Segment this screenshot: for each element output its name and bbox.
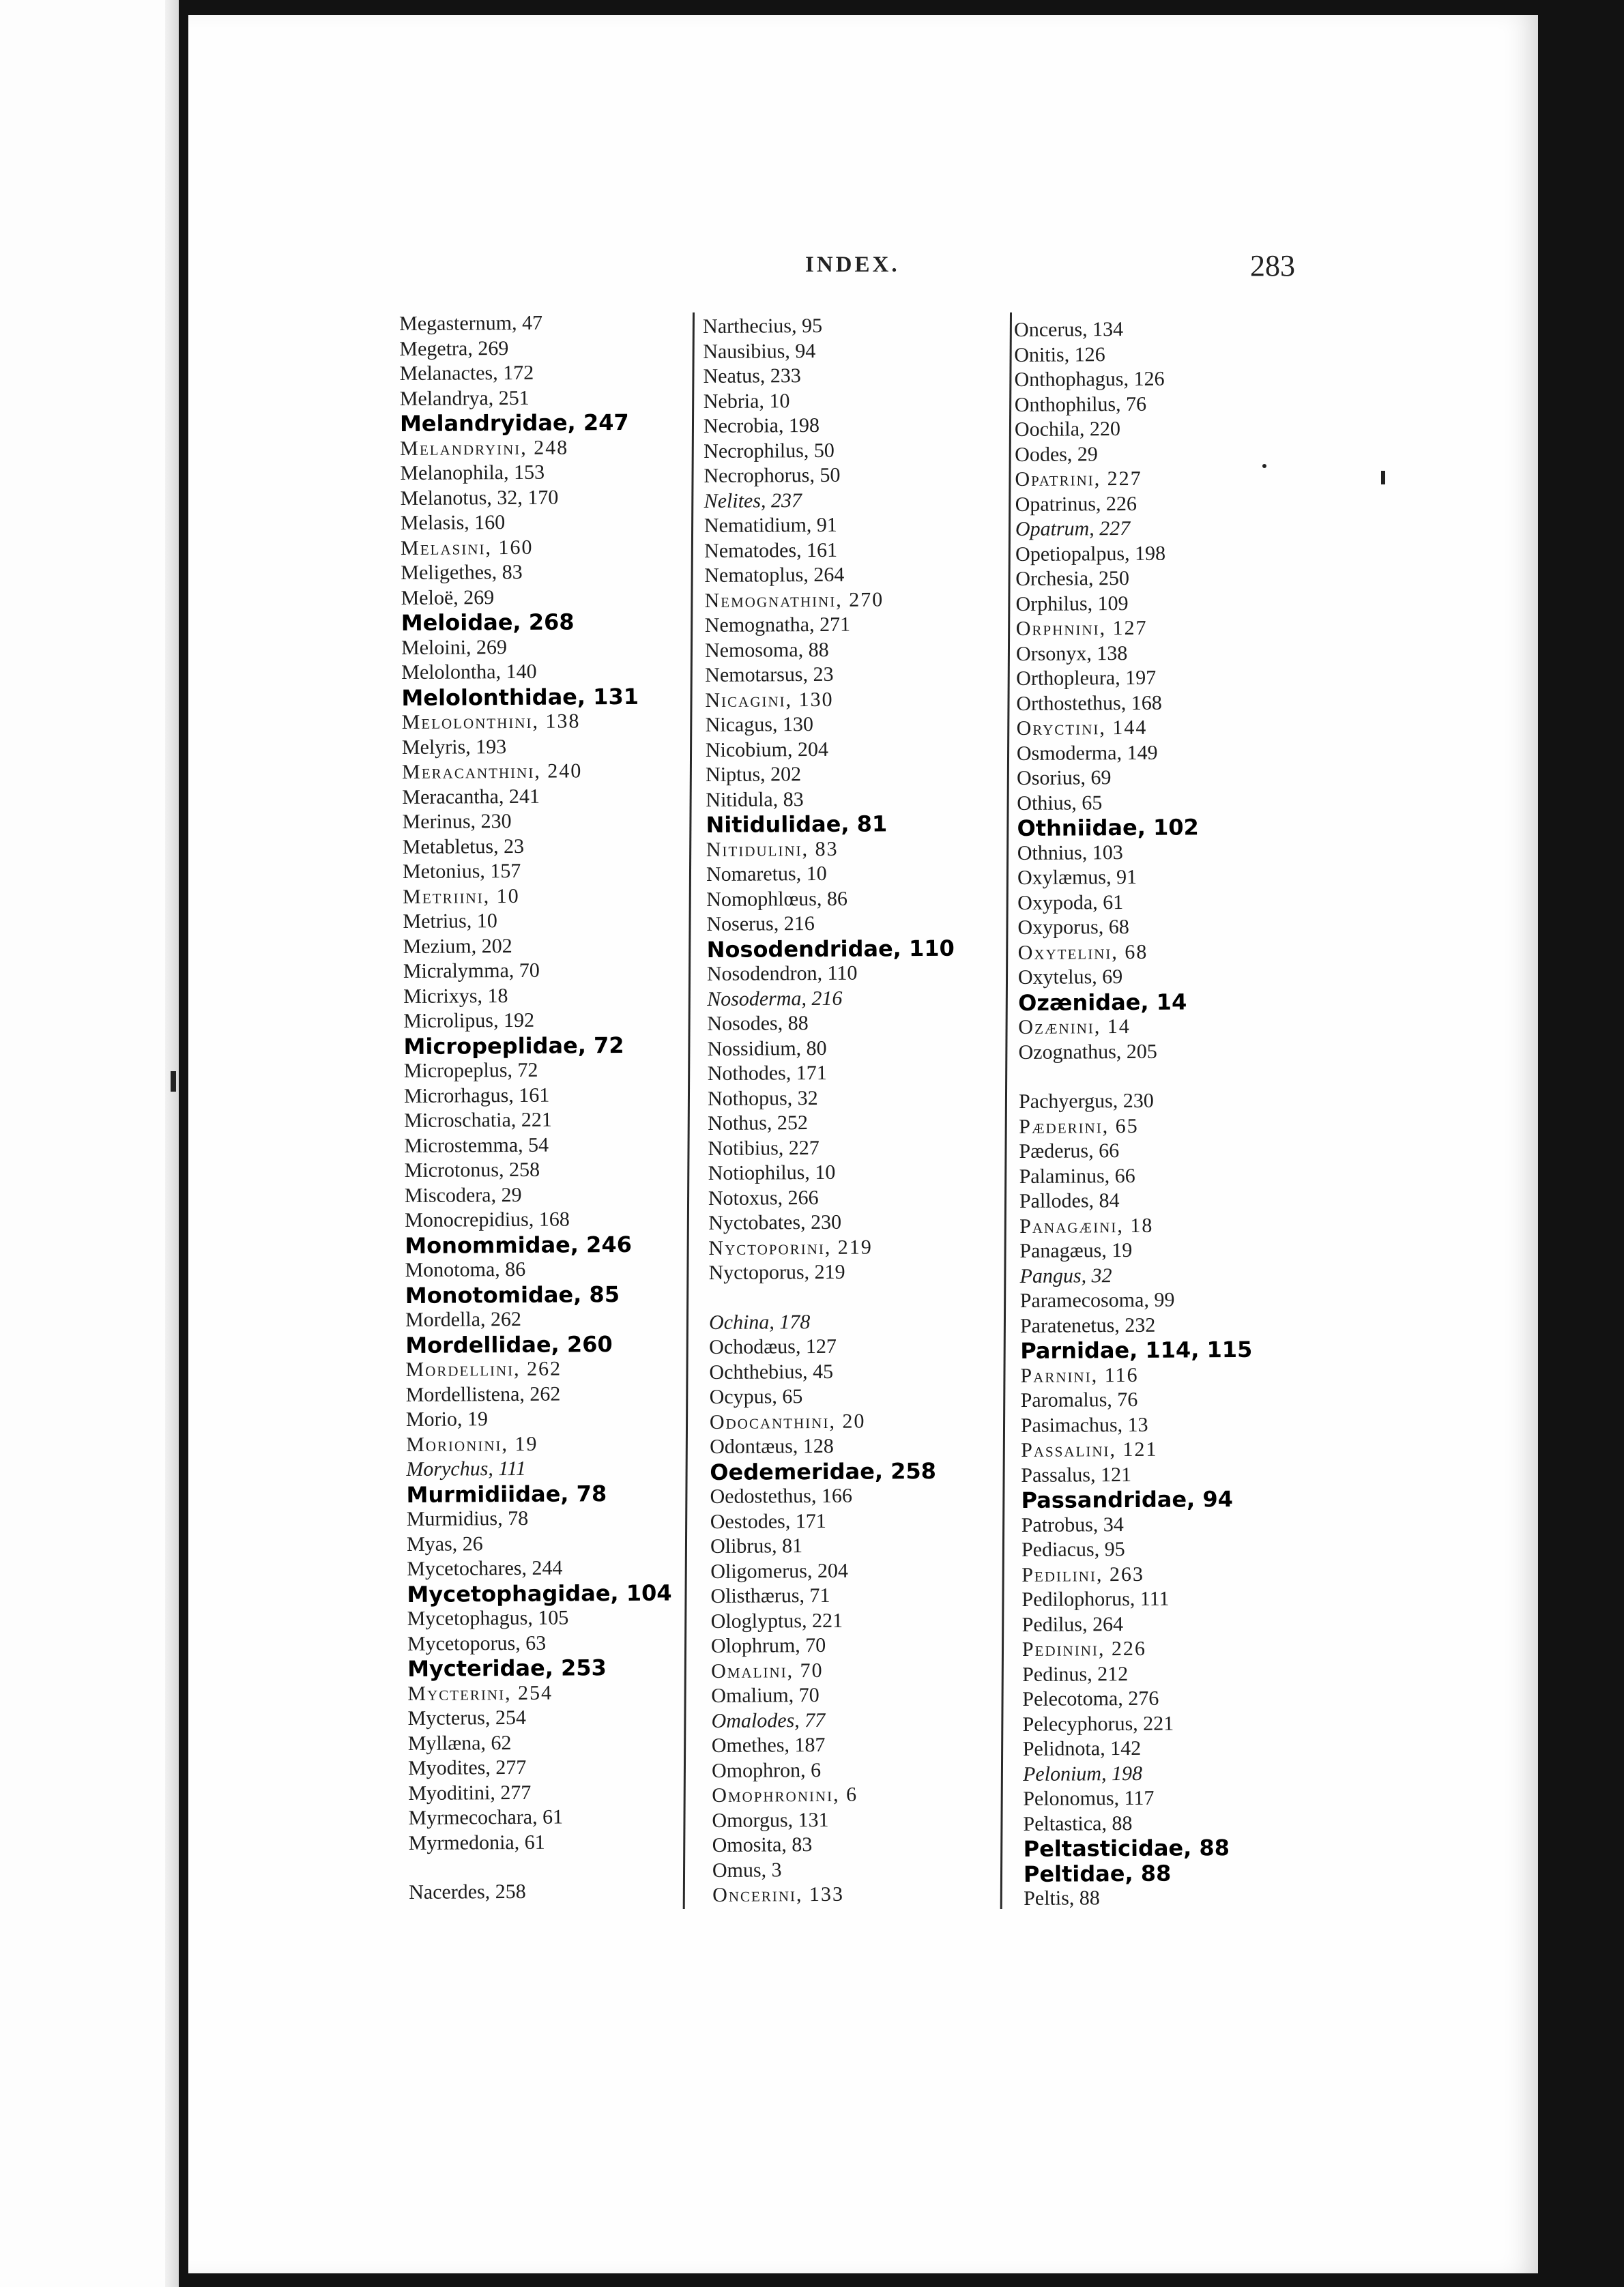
index-entry: Oedostethus, 166 xyxy=(710,1484,853,1508)
index-entry: Othius, 65 xyxy=(1017,791,1103,815)
index-entry: Meloë, 269 xyxy=(401,585,495,609)
index-entry: Melanotus, 32, 170 xyxy=(400,486,559,510)
index-entry: Onthophagus, 126 xyxy=(1014,367,1165,391)
index-entry: Oxytelus, 69 xyxy=(1017,965,1123,989)
family-entry: Peltidae, 88 xyxy=(1023,1860,1172,1887)
index-entry: Micrixys, 18 xyxy=(403,984,508,1008)
index-entry: Nemosoma, 88 xyxy=(704,638,829,662)
index-entry: Melanactes, 172 xyxy=(399,361,534,385)
family-entry: Ozænidae, 14 xyxy=(1018,988,1187,1016)
index-entry: Ologlyptus, 221 xyxy=(710,1609,843,1633)
index-entry: Mycetophagus, 105 xyxy=(407,1606,569,1630)
index-entry: Nausibius, 94 xyxy=(703,339,816,363)
tribe-entry: Mordellini, 262 xyxy=(405,1357,562,1381)
index-entry: Mordella, 262 xyxy=(405,1307,522,1331)
index-entry: Paromalus, 76 xyxy=(1020,1388,1138,1412)
index-entry: Omus, 3 xyxy=(712,1858,782,1882)
index-entry: Microschatia, 221 xyxy=(404,1108,552,1132)
index-entry: Melandrya, 251 xyxy=(399,386,530,410)
family-entry: Oedemeridae, 258 xyxy=(710,1457,937,1485)
index-entry: Ocypus, 65 xyxy=(709,1385,803,1408)
tribe-entry: Omalini, 70 xyxy=(711,1659,824,1683)
tribe-entry: Pedinini, 226 xyxy=(1021,1637,1147,1661)
index-entry: Melasis, 160 xyxy=(400,511,506,534)
index-entry: Peltastica, 88 xyxy=(1023,1811,1133,1835)
index-entry: Oncerus, 134 xyxy=(1014,318,1124,341)
tribe-entry: Omophronini, 6 xyxy=(712,1783,858,1807)
index-entry: Nosodendron, 110 xyxy=(706,961,858,985)
index-entry: Notibius, 227 xyxy=(708,1136,820,1160)
tribe-entry: Nyctoporini, 219 xyxy=(708,1236,873,1259)
index-entry: Omalium, 70 xyxy=(711,1683,820,1707)
page-title: INDEX. xyxy=(805,252,900,277)
index-entry: Oligomerus, 204 xyxy=(710,1559,849,1583)
index-column-2 xyxy=(703,313,960,1908)
index-entry: Metonius, 157 xyxy=(402,859,521,883)
index-entry: Ozognathus, 205 xyxy=(1018,1040,1157,1064)
family-entry: Monommidae, 246 xyxy=(405,1231,633,1259)
index-entry: Morio, 19 xyxy=(405,1408,489,1431)
index-entry: Myrmecochara, 61 xyxy=(408,1805,564,1829)
section-spacer xyxy=(709,1284,957,1310)
index-entry: Oxypoda, 61 xyxy=(1017,890,1124,914)
index-entry: Panagæus, 19 xyxy=(1019,1238,1133,1262)
index-entry: Microlipus, 192 xyxy=(403,1008,535,1032)
index-entry: Pelecyphorus, 221 xyxy=(1022,1712,1174,1736)
left-page-edge xyxy=(0,0,179,2287)
tribe-entry: Pedilini, 263 xyxy=(1021,1562,1145,1586)
index-entry: Nomaretus, 10 xyxy=(706,862,827,886)
tribe-entry: Melandryini, 248 xyxy=(400,435,569,460)
tribe-entry: Ozænini, 14 xyxy=(1018,1015,1131,1038)
index-entry: Nematidium, 91 xyxy=(704,513,837,537)
index-entry: Paramecosoma, 99 xyxy=(1019,1288,1175,1312)
index-entry: Ochthebius, 45 xyxy=(709,1360,834,1384)
index-entry: Mycetoporus, 63 xyxy=(407,1631,547,1655)
index-entry: Mezium, 202 xyxy=(403,934,512,958)
index-entry: Pelecotoma, 276 xyxy=(1022,1687,1159,1710)
family-entry: Othniidae, 102 xyxy=(1017,814,1199,841)
index-entry: Orphilus, 109 xyxy=(1015,592,1129,615)
index-entry: Opatrum, 227 xyxy=(1015,516,1131,540)
index-entry: Pedinus, 212 xyxy=(1022,1662,1129,1686)
index-entry: Oxyporus, 68 xyxy=(1017,915,1129,939)
index-entry: Pasimachus, 13 xyxy=(1020,1413,1148,1437)
page-gutter-shadow xyxy=(165,0,179,2287)
index-entry: Odontæus, 128 xyxy=(710,1434,834,1458)
tribe-entry: Nitidulini, 83 xyxy=(706,837,839,861)
section-spacer xyxy=(1019,1064,1251,1090)
index-entry: Nicagus, 130 xyxy=(705,713,814,736)
family-entry: Peltasticidae, 88 xyxy=(1023,1835,1230,1862)
index-entry: Meligethes, 83 xyxy=(401,560,523,584)
index-entry: Nebria, 10 xyxy=(703,389,790,413)
index-entry: Osorius, 69 xyxy=(1017,766,1112,789)
index-column-3 xyxy=(1014,317,1256,1912)
index-entry: Nicobium, 204 xyxy=(705,738,828,761)
index-entry: Nelites, 237 xyxy=(704,489,802,512)
index-entry: Microrhagus, 161 xyxy=(403,1083,550,1107)
index-entry: Orthostethus, 168 xyxy=(1016,691,1162,715)
index-entry: Narthecius, 95 xyxy=(703,314,823,338)
index-entry: Palaminus, 66 xyxy=(1019,1164,1135,1188)
index-entry: Pangus, 32 xyxy=(1019,1264,1112,1287)
family-entry: Melandryidae, 247 xyxy=(399,409,629,437)
index-entry: Mycetochares, 244 xyxy=(407,1556,563,1580)
index-entry: Nyctoporus, 219 xyxy=(708,1260,845,1284)
index-entry: Othnius, 103 xyxy=(1017,841,1123,864)
tribe-entry: Opatrini, 227 xyxy=(1015,467,1142,491)
tribe-entry: Panagæini, 18 xyxy=(1019,1214,1154,1238)
index-entry: Oestodes, 171 xyxy=(710,1509,826,1533)
tribe-entry: Orphnini, 127 xyxy=(1015,616,1148,640)
index-entry: Peltis, 88 xyxy=(1024,1887,1100,1910)
page-number: 283 xyxy=(1250,249,1295,282)
index-entry: Monocrepidius, 168 xyxy=(405,1208,570,1232)
tribe-entry: Mycterini, 254 xyxy=(407,1681,553,1705)
index-entry: Nyctobates, 230 xyxy=(708,1210,842,1234)
index-entry: Pedilus, 264 xyxy=(1021,1612,1124,1636)
index-entry: Megetra, 269 xyxy=(399,336,509,360)
index-entry: Monotoma, 86 xyxy=(405,1257,526,1281)
index-entry: Myodites, 277 xyxy=(407,1756,527,1779)
index-entry: Myoditini, 277 xyxy=(408,1781,532,1805)
tribe-entry: Parnini, 116 xyxy=(1020,1363,1139,1387)
family-entry: Monotomidae, 85 xyxy=(405,1281,620,1309)
tribe-entry: Nemognathini, 270 xyxy=(704,587,884,612)
index-entry: Pelonium, 198 xyxy=(1022,1762,1143,1786)
index-entry: Patrobus, 34 xyxy=(1021,1513,1124,1536)
tribe-entry: Oncerini, 133 xyxy=(712,1882,845,1906)
index-column-1 xyxy=(399,310,673,1906)
index-entry: Orthopleura, 197 xyxy=(1016,666,1157,690)
tribe-entry: Nicagini, 130 xyxy=(705,688,834,712)
index-entry: Pallodes, 84 xyxy=(1019,1189,1120,1212)
index-entry: Nothopus, 32 xyxy=(707,1086,818,1110)
family-entry: Mycetophagidae, 104 xyxy=(407,1579,672,1607)
family-entry: Mordellidae, 260 xyxy=(405,1330,613,1358)
index-entry: Nothodes, 171 xyxy=(707,1061,827,1085)
tribe-entry: Meracanthini, 240 xyxy=(402,759,583,783)
index-entry: Omosita, 83 xyxy=(712,1833,813,1856)
index-entry: Murmidius, 78 xyxy=(406,1506,529,1530)
index-entry: Pæderus, 66 xyxy=(1019,1139,1120,1163)
family-entry: Melolonthidae, 131 xyxy=(401,683,639,711)
index-entry: Paratenetus, 232 xyxy=(1019,1313,1156,1337)
index-entry: Myllæna, 62 xyxy=(407,1731,512,1755)
index-entry: Nosoderma, 216 xyxy=(707,987,843,1010)
index-entry: Melyris, 193 xyxy=(401,735,507,759)
index-entry: Opetiopalpus, 198 xyxy=(1015,542,1166,566)
index-entry: Melanophila, 153 xyxy=(400,461,545,484)
index-entry: Oodes, 29 xyxy=(1015,442,1098,466)
tribe-entry: Melolonthini, 138 xyxy=(401,710,581,733)
index-entry: Pediacus, 95 xyxy=(1021,1538,1125,1561)
index-entry: Metrius, 10 xyxy=(403,909,497,933)
family-entry: Meloidae, 268 xyxy=(401,609,575,636)
index-entry: Ochodæus, 127 xyxy=(709,1335,837,1358)
index-entry: Nothus, 252 xyxy=(708,1111,809,1135)
tribe-entry: Melasini, 160 xyxy=(401,536,534,559)
index-entry: Onthophilus, 76 xyxy=(1014,392,1147,416)
index-entry: Merinus, 230 xyxy=(402,810,512,833)
tribe-entry: Oxytelini, 68 xyxy=(1017,940,1148,964)
family-entry: Murmidiidae, 78 xyxy=(406,1480,607,1508)
index-entry: Nacerdes, 258 xyxy=(409,1880,526,1904)
index-entry: Necrophilus, 50 xyxy=(704,439,835,463)
tribe-entry: Metriini, 10 xyxy=(403,884,520,908)
index-entry: Passalus, 121 xyxy=(1021,1463,1132,1487)
index-entry: Pelidnota, 142 xyxy=(1022,1736,1142,1760)
index-entry: Ochina, 178 xyxy=(708,1310,811,1334)
index-entry: Notiophilus, 10 xyxy=(708,1161,836,1184)
tribe-entry: Odocanthini, 20 xyxy=(709,1410,866,1433)
index-entry: Niptus, 202 xyxy=(706,763,802,786)
index-entry: Opatrinus, 226 xyxy=(1015,492,1137,516)
index-entry: Miscodera, 29 xyxy=(404,1183,522,1207)
index-entry: Nemognatha, 271 xyxy=(704,613,851,637)
index-entry: Nemotarsus, 23 xyxy=(705,662,834,686)
index-entry: Nomophlœus, 86 xyxy=(706,887,848,911)
index-entry: Nossidium, 80 xyxy=(707,1036,827,1060)
index-entry: Megasternum, 47 xyxy=(399,311,543,335)
index-entry: Oochila, 220 xyxy=(1014,418,1121,441)
tribe-entry: Oryctini, 144 xyxy=(1016,716,1148,740)
index-entry: Noserus, 216 xyxy=(706,912,815,935)
index-entry: Microtonus, 258 xyxy=(404,1158,540,1182)
index-entry: Omophron, 6 xyxy=(711,1758,822,1782)
index-entry: Pedilophorus, 111 xyxy=(1021,1587,1170,1611)
index-entry: Osmoderma, 149 xyxy=(1016,741,1158,765)
index-entry: Micropeplus, 72 xyxy=(403,1058,538,1082)
index-entry: Melolontha, 140 xyxy=(401,660,537,684)
index-entry: Meloini, 269 xyxy=(401,635,508,659)
family-entry: Micropeplidae, 72 xyxy=(403,1032,624,1060)
family-entry: Nosodendridae, 110 xyxy=(706,935,955,963)
index-entry: Orchesia, 250 xyxy=(1015,566,1130,590)
tribe-entry: Pæderini, 65 xyxy=(1019,1114,1139,1138)
index-entry: Olophrum, 70 xyxy=(710,1633,826,1657)
index-entry: Nematodes, 161 xyxy=(704,538,838,562)
index-entry: Nosodes, 88 xyxy=(707,1012,809,1035)
index-entry: Olisthærus, 71 xyxy=(710,1584,830,1607)
index-entry: Neatus, 233 xyxy=(703,364,801,388)
ink-speck xyxy=(1381,471,1385,484)
index-entry: Pachyergus, 230 xyxy=(1018,1089,1154,1113)
ink-speck xyxy=(1262,464,1266,468)
family-entry: Parnidae, 114, 115 xyxy=(1020,1336,1253,1364)
index-entry: Nitidula, 83 xyxy=(706,787,804,811)
section-spacer xyxy=(409,1854,673,1880)
index-entry: Notoxus, 266 xyxy=(708,1186,819,1210)
ink-speck xyxy=(171,1071,176,1092)
index-entry: Necrobia, 198 xyxy=(703,413,820,437)
index-entry: Omorgus, 131 xyxy=(712,1808,829,1832)
index-entry: Myrmedonia, 61 xyxy=(408,1831,545,1854)
index-entry: Mordellistena, 262 xyxy=(405,1382,561,1406)
index-entry: Onitis, 126 xyxy=(1014,343,1105,366)
index-entry: Oxylæmus, 91 xyxy=(1017,865,1137,889)
index-entry: Nematoplus, 264 xyxy=(704,563,845,587)
tribe-entry: Morionini, 19 xyxy=(406,1432,538,1456)
family-entry: Nitidulidae, 81 xyxy=(706,811,888,838)
index-entry: Necrophorus, 50 xyxy=(704,463,841,487)
index-entry: Orsonyx, 138 xyxy=(1015,641,1128,665)
index-entry: Mycterus, 254 xyxy=(407,1706,527,1730)
index-entry: Olibrus, 81 xyxy=(710,1534,803,1558)
index-entry: Omalodes, 77 xyxy=(711,1708,826,1732)
family-entry: Mycteridae, 253 xyxy=(407,1655,607,1682)
index-entry: Meracantha, 241 xyxy=(402,785,540,809)
index-entry: Micralymma, 70 xyxy=(403,959,540,982)
index-entry: Morychus, 111 xyxy=(406,1457,526,1481)
index-entry: Myas, 26 xyxy=(406,1532,483,1556)
index-entry: Omethes, 187 xyxy=(711,1733,826,1757)
index-entry: Metabletus, 23 xyxy=(402,834,525,858)
index-entry: Pelonomus, 117 xyxy=(1023,1786,1155,1810)
index-entry: Microstemma, 54 xyxy=(404,1133,549,1157)
tribe-entry: Passalini, 121 xyxy=(1021,1438,1158,1461)
family-entry: Passandridae, 94 xyxy=(1021,1486,1234,1513)
